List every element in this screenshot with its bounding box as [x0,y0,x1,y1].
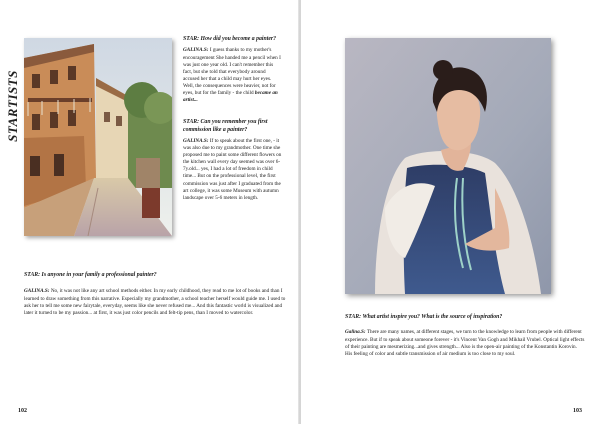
left-page [0,0,299,424]
answer-2-text: If to speak about the first one, - it was also due to my grandmother. One time she proposed me to paint some different flowers on the kitchen wall every day seemed was over 6-7y.old... yes, I had a lot of freedom in child time... But on the professional level, the first commission was just after I graduated from the art college, it was some Museum with autumn landscape over 5-6 meters in length. [183,137,282,201]
answer-4-speaker: Galina.S: [345,329,366,336]
street-painting [24,38,172,236]
question-2: STAR: Can you remember you first commission like a painter? [183,119,268,133]
question-3: STAR: Is anyone in your family a professional painter? [24,272,157,278]
section-label [2,66,24,146]
question-1: STAR: How did you become a painter? [183,36,277,42]
answer-2-speaker: GALINA.S: [183,137,209,144]
section-label-text: STARTISTS [5,70,21,142]
answer-3-text: No, it was not like any art school methods either. In my early childhood, they read to me lot of books and than I learned to draw something from this narrative. Especially my grandmother, a school teacher herself would guide me. I used to ask her to tell me some new fairytale, everyday, seems like she never refused me... And this fantastic world is visualized and later it turned to be my passion... at first, it was just color pencils and felt-tip pens, than I moved to watercolor. [24,288,286,316]
interview-column [183,36,283,217]
page-number-left: 102 [18,408,27,414]
answer-4 [345,329,585,357]
answer-1 [183,47,283,104]
portrait-painting [345,38,551,294]
answer-2 [183,138,283,202]
interview-block-right [345,314,585,364]
answer-1-emphasis: became an artist... [183,89,278,104]
answer-1-text: I guess thanks to my mother's encouragement She handed me a pencil when I was just one year old. I can't remember this fact, but she told that everybody around accused her that a child may hurt her eyes. Well, the consequences were heavier, not for eyes, but for the family - the child [183,47,281,96]
answer-1-speaker: GALINA.S: [183,47,209,54]
answer-3-speaker: GALINA.S: [24,288,50,295]
question-4: STAR: What artist inspire you? What is the source of inspiration? [345,314,503,320]
page-number-right: 103 [573,408,582,414]
answer-3 [24,288,288,316]
answer-4-text: There are many names, at different stages, we turn to the knowledge to learn from people with different experience. But if to speak about someone forever - it's Vincent Van Gogh and Mikhail Vrubel. Optical light effects of their painting are mesmerizing...and gives strength... Also is the open-air painting of the Konstantin Korovin. His feeling of color and subtle transmission of air medium is too close to my soul. [345,329,585,357]
interview-block [24,272,288,323]
